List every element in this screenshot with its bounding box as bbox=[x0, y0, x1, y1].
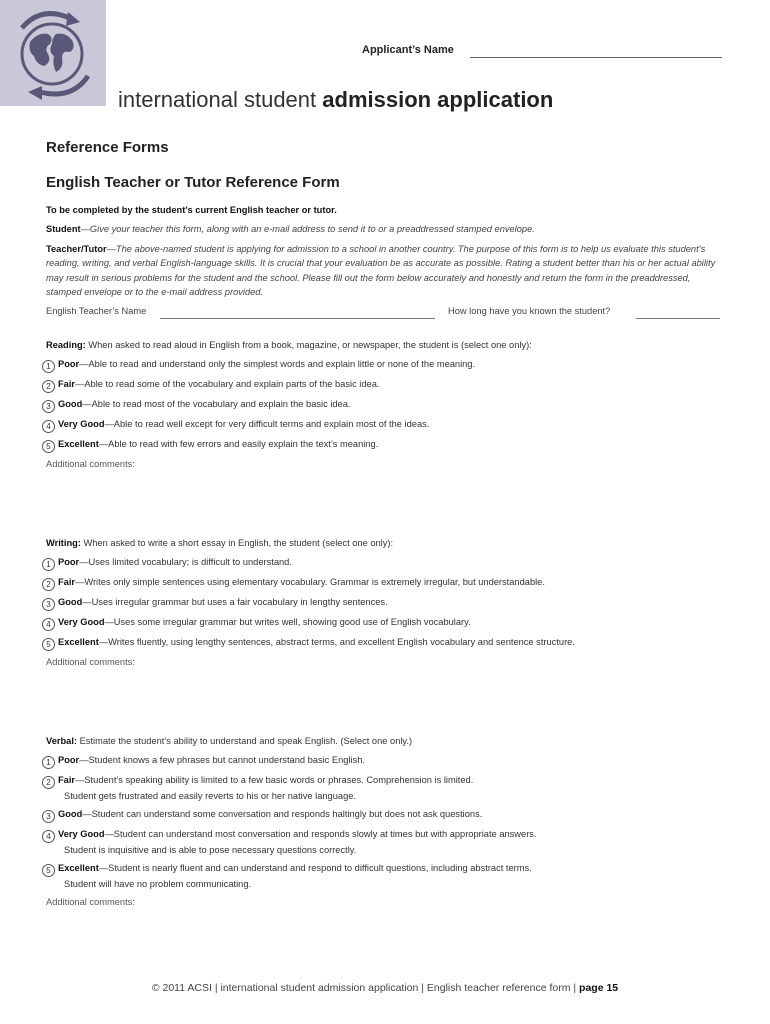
teacher-label: Teacher/Tutor bbox=[46, 244, 107, 254]
teacher-name-field[interactable] bbox=[160, 318, 435, 319]
option-text: —Able to read with few errors and easily explain the text’s meaning. bbox=[98, 439, 379, 449]
page-number: page 15 bbox=[579, 982, 619, 994]
writing-option-excellent[interactable] bbox=[42, 635, 575, 651]
option-name: Very Good bbox=[58, 829, 105, 839]
option-text: —Able to read most of the vocabulary and explain the basic idea. bbox=[82, 399, 351, 409]
writing-label: Writing: bbox=[46, 538, 81, 548]
option-name: Fair bbox=[58, 775, 76, 785]
option-name: Fair bbox=[58, 379, 76, 389]
known-duration-field[interactable] bbox=[636, 318, 720, 319]
circled-number[interactable]: 1 bbox=[42, 756, 55, 769]
option-text: —Able to read well except for very difficult terms and explain most of the ideas. bbox=[104, 419, 430, 429]
option-name: Very Good bbox=[58, 617, 105, 627]
circled-number[interactable]: 4 bbox=[42, 618, 55, 631]
option-name: Fair bbox=[58, 577, 76, 587]
option-continuation: Student is inquisitive and is able to pose necessary questions correctly. bbox=[64, 845, 357, 855]
circled-number[interactable]: 5 bbox=[42, 440, 55, 453]
option-name: Poor bbox=[58, 755, 80, 765]
title-bold: admission application bbox=[322, 87, 554, 112]
option-text: —Student can understand some conversation and responds haltingly but does not ask questions. bbox=[82, 809, 483, 819]
circled-number[interactable]: 3 bbox=[42, 400, 55, 413]
verbal-comments-label: Additional comments: bbox=[46, 897, 135, 907]
option-name: Poor bbox=[58, 359, 80, 369]
writing-option-poor[interactable] bbox=[42, 555, 292, 571]
teacher-text: —The above-named student is applying for admission to a school in another country. The purpose of this form is to help us evaluate this student’s reading, writing, and verbal English-language skills. It is crucial that your evaluation be as accurate as possible. Rating a student better than his or her actual ability may result in serious problems for the student and the school. Please fill out the form below accurately and honestly and return the form in the preaddressed, stamped envelope or to the e-mail address provided. bbox=[46, 244, 716, 298]
form-title: English Teacher or Tutor Reference Form bbox=[46, 174, 340, 191]
applicant-name-label: Applicant’s Name bbox=[362, 44, 454, 56]
option-text: —Able to read and understand only the simplest words and explain little or none of the meaning. bbox=[79, 359, 476, 369]
logo-globe bbox=[0, 0, 106, 106]
circled-number[interactable]: 3 bbox=[42, 598, 55, 611]
completed-by-text: To be completed by the student’s current English teacher or tutor. bbox=[46, 205, 337, 215]
verbal-option-poor[interactable] bbox=[42, 753, 365, 769]
globe-icon bbox=[8, 6, 98, 100]
writing-comments-label: Additional comments: bbox=[46, 657, 135, 667]
reading-prompt bbox=[46, 338, 726, 352]
reading-option-good[interactable] bbox=[42, 397, 351, 413]
circled-number[interactable]: 2 bbox=[42, 578, 55, 591]
option-text: —Uses some irregular grammar but writes well, showing good use of English vocabulary. bbox=[104, 617, 471, 627]
writing-option-very-good[interactable] bbox=[42, 615, 471, 631]
option-text: —Student can understand most conversation and responds slowly at times but with appropriate answers. bbox=[104, 829, 537, 839]
option-text: —Student knows a few phrases but cannot understand basic English. bbox=[79, 755, 365, 765]
verbal-option-very-good[interactable] bbox=[42, 827, 537, 857]
student-instructions bbox=[46, 222, 726, 236]
option-text: —Writes only simple sentences using elementary vocabulary. Grammar is extremely irregular, but understandable. bbox=[75, 577, 545, 587]
circled-number[interactable]: 4 bbox=[42, 830, 55, 843]
writing-option-fair[interactable] bbox=[42, 575, 545, 591]
verbal-label: Verbal: bbox=[46, 736, 78, 746]
circled-number[interactable]: 1 bbox=[42, 360, 55, 373]
option-continuation: Student gets frustrated and easily reverts to his or her native language. bbox=[64, 791, 356, 801]
option-text: —Uses irregular grammar but uses a fair vocabulary in lengthy sentences. bbox=[82, 597, 388, 607]
option-continuation: Student will have no problem communicating. bbox=[64, 879, 252, 889]
teacher-name-label: English Teacher’s Name bbox=[46, 306, 147, 316]
option-text: —Student is nearly fluent and can understand and respond to difficult questions, including abstract terms. bbox=[98, 863, 532, 873]
writing-prompt bbox=[46, 536, 726, 550]
teacher-instructions bbox=[46, 242, 728, 300]
reading-comments-label: Additional comments: bbox=[46, 459, 135, 469]
page-footer bbox=[0, 982, 770, 994]
circled-number[interactable]: 5 bbox=[42, 864, 55, 877]
reading-option-very-good[interactable] bbox=[42, 417, 429, 433]
footer-text: © 2011 ACSI | international student admission application | English teacher reference form | bbox=[151, 982, 580, 994]
reading-option-poor[interactable] bbox=[42, 357, 475, 373]
student-text: —Give your teacher this form, along with an e-mail address to send it to or a preaddressed stamped envelope. bbox=[80, 224, 535, 234]
option-name: Excellent bbox=[58, 637, 99, 647]
circled-number[interactable]: 2 bbox=[42, 776, 55, 789]
verbal-option-good[interactable] bbox=[42, 807, 482, 823]
option-text: —Student’s speaking ability is limited to a few basic words or phrases. Comprehension is limited. bbox=[75, 775, 474, 785]
option-name: Excellent bbox=[58, 439, 99, 449]
reading-label: Reading: bbox=[46, 340, 86, 350]
circled-number[interactable]: 1 bbox=[42, 558, 55, 571]
reading-option-excellent[interactable] bbox=[42, 437, 378, 453]
circled-number[interactable]: 5 bbox=[42, 638, 55, 651]
verbal-option-excellent[interactable] bbox=[42, 861, 532, 891]
writing-prompt-text: When asked to write a short essay in English, the student (select one only): bbox=[80, 538, 394, 548]
option-name: Good bbox=[58, 399, 83, 409]
circled-number[interactable]: 3 bbox=[42, 810, 55, 823]
option-name: Good bbox=[58, 597, 83, 607]
verbal-prompt-text: Estimate the student’s ability to understand and speak English. (Select one only.) bbox=[77, 736, 413, 746]
verbal-option-fair[interactable] bbox=[42, 773, 473, 803]
circled-number[interactable]: 4 bbox=[42, 420, 55, 433]
option-name: Good bbox=[58, 809, 83, 819]
option-text: —Able to read some of the vocabulary and explain parts of the basic idea. bbox=[75, 379, 380, 389]
title-light: international student bbox=[118, 87, 323, 112]
known-label: How long have you known the student? bbox=[448, 306, 611, 316]
reading-option-fair[interactable] bbox=[42, 377, 379, 393]
option-name: Poor bbox=[58, 557, 80, 567]
option-text: —Uses limited vocabulary; is difficult to understand. bbox=[79, 557, 292, 567]
student-label: Student bbox=[46, 224, 81, 234]
applicant-name-field[interactable] bbox=[470, 57, 722, 58]
page-title bbox=[118, 87, 553, 113]
option-name: Very Good bbox=[58, 419, 105, 429]
circled-number[interactable]: 2 bbox=[42, 380, 55, 393]
option-name: Excellent bbox=[58, 863, 99, 873]
section-heading: Reference Forms bbox=[46, 139, 169, 156]
reading-prompt-text: When asked to read aloud in English from a book, magazine, or newspaper, the student is (select one only): bbox=[85, 340, 532, 350]
option-text: —Writes fluently, using lengthy sentences, abstract terms, and excellent English vocabulary and sentence structure. bbox=[98, 637, 575, 647]
writing-option-good[interactable] bbox=[42, 595, 388, 611]
verbal-prompt bbox=[46, 734, 726, 748]
